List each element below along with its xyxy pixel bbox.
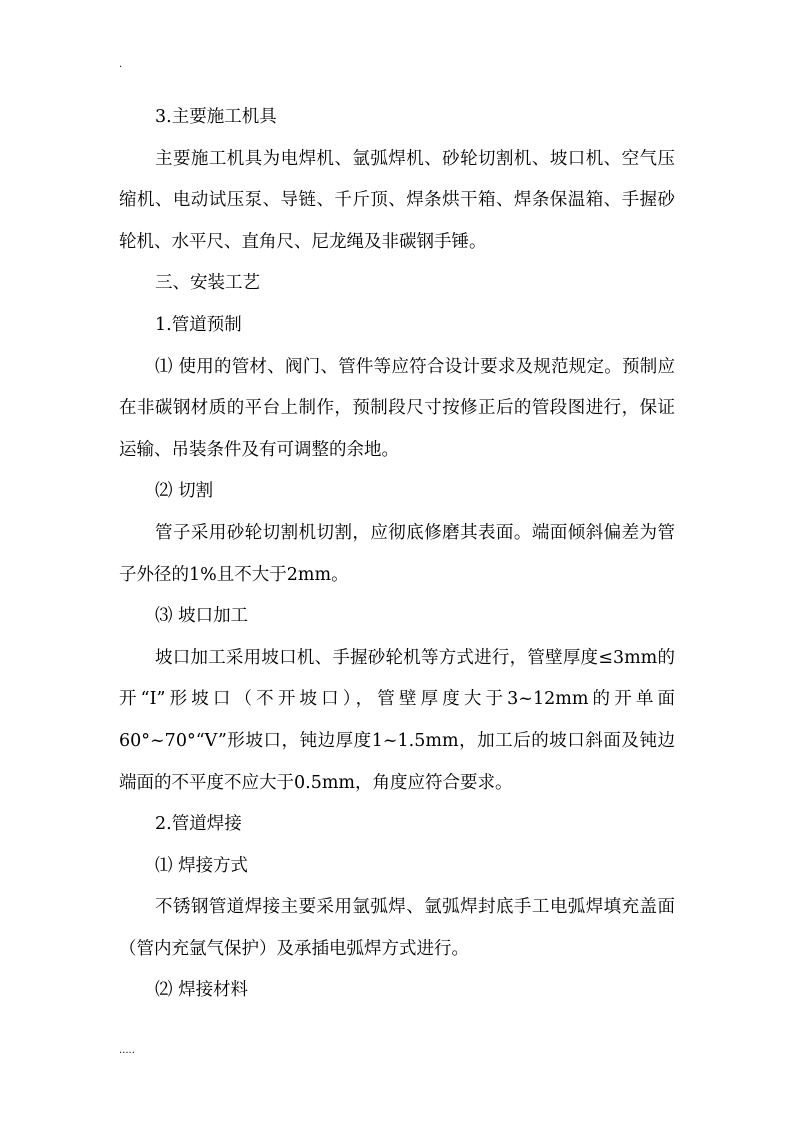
document-body (119, 97, 675, 1012)
subheading-welding-method: ⑴ 焊接方式 (155, 855, 249, 876)
section-heading-installation: 三、安装工艺 (155, 273, 260, 294)
subheading-pipe-prefab: 1.管道预制 (155, 314, 242, 335)
header-mark: . (119, 59, 123, 70)
paragraph-bevel: 坡口加工采用坡口机、手握砂轮机等方式进行，管壁厚度≤3mm的开“I”形坡口（不开坡口），管壁厚度大于3~12mm的开单面60°~70°“V”形坡口，钝边厚度1~1.5mm，加工后的坡口斜面及钝边端面的不平度不应大于0.5mm，角度应符合要求。 (119, 647, 675, 793)
subheading-pipe-welding: 2.管道焊接 (155, 814, 242, 835)
subheading-welding-materials: ⑵ 焊接材料 (155, 980, 249, 1001)
subheading-cutting: ⑵ 切割 (155, 481, 214, 502)
paragraph-heading-tools: 3.主要施工机具 (155, 107, 277, 127)
paragraph-welding-method: 不锈钢管道焊接主要采用氩弧焊、氩弧焊封底手工电弧焊填充盖面（管内充氩气保护）及承插电弧焊方式进行。 (119, 897, 675, 959)
subheading-bevel: ⑶ 坡口加工 (155, 606, 249, 627)
paragraph-cutting: 管子采用砂轮切割机切割，应彻底修磨其表面。端面倾斜偏差为管子外径的1%且不大于2mm。 (119, 522, 675, 585)
footer-mark: ..... (119, 1045, 135, 1056)
paragraph-tools-list: 主要施工机具为电焊机、氩弧焊机、砂轮切割机、坡口机、空气压缩机、电动试压泵、导链、千斤顶、焊条烘干箱、焊条保温箱、手握砂轮机、水平尺、直角尺、尼龙绳及非碳钢手锤。 (119, 148, 675, 252)
paragraph-prefab-materials: ⑴ 使用的管材、阀门、管件等应符合设计要求及规范规定。预制应在非碳钢材质的平台上制作，预制段尺寸按修正后的管段图进行，保证运输、吊装条件及有可调整的余地。 (119, 356, 675, 460)
